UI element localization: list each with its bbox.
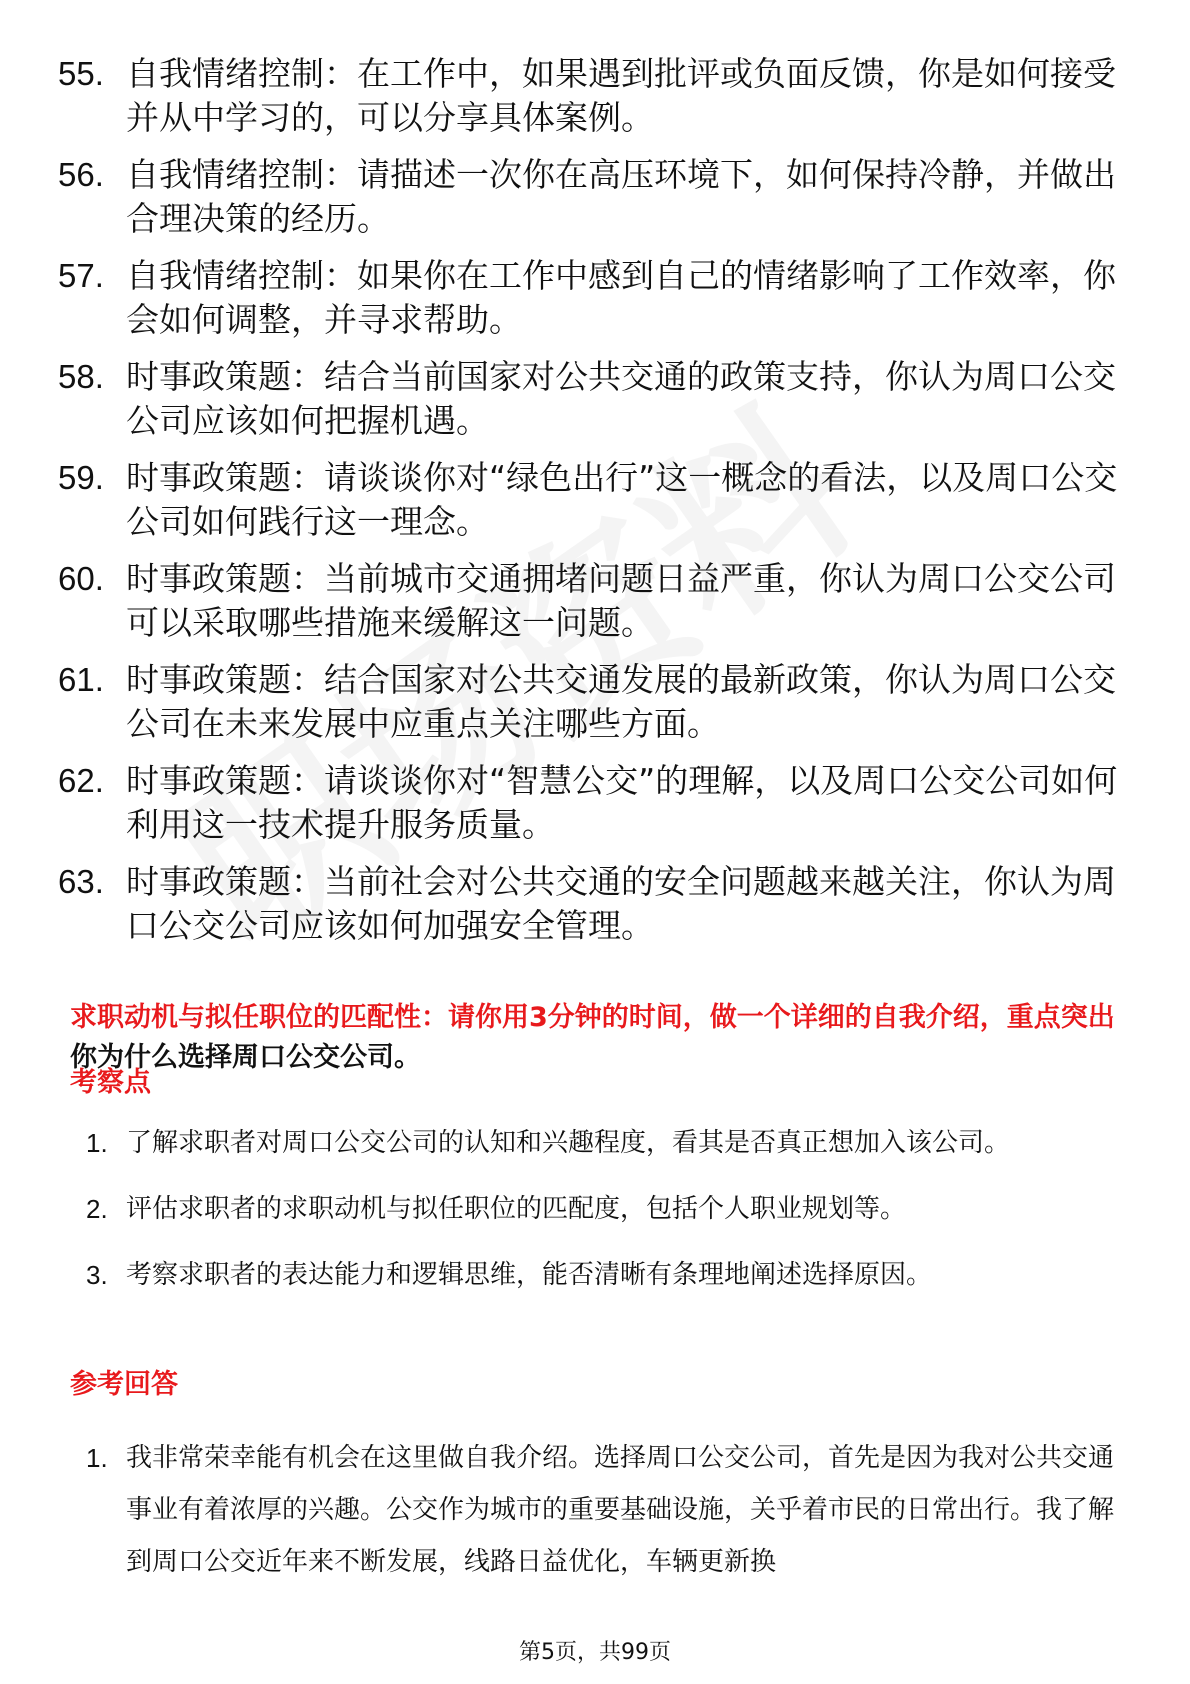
list-item-number: 2.	[86, 1194, 108, 1224]
question-number: 58.	[58, 358, 104, 395]
question-number: 57.	[58, 257, 104, 294]
answer-heading: 参考回答	[70, 1369, 178, 1400]
highlighted-question	[70, 998, 1120, 1078]
question-item	[58, 860, 1118, 948]
question-number: 60.	[58, 560, 104, 597]
question-item	[58, 658, 1118, 746]
question-number: 55.	[58, 55, 104, 92]
list-item-text: 考察求职者的表达能力和逻辑思维，能否清晰有条理地阐述选择原因。	[126, 1260, 933, 1290]
question-text: 时事政策题：请谈谈你对“智慧公交”的理解，以及周口公交公司如何利用这一技术提升服务质量。	[126, 761, 1118, 844]
question-text: 时事政策题：结合当前国家对公共交通的政策支持，你认为周口公交公司应该如何把握机遇。	[126, 357, 1116, 440]
list-item	[86, 1190, 1126, 1228]
list-item	[86, 1124, 1126, 1162]
list-item-text: 了解求职者对周口公交公司的认知和兴趣程度，看其是否真正想加入该公司。	[126, 1128, 1011, 1158]
question-item	[58, 557, 1118, 645]
list-item-text: 评估求职者的求职动机与拟任职位的匹配度，包括个人职业规划等。	[126, 1194, 907, 1224]
question-item	[58, 52, 1118, 140]
page-footer: 第5页，共99页	[519, 1640, 671, 1665]
question-text: 时事政策题：结合国家对公共交通发展的最新政策，你认为周口公交公司在未来发展中应重点关注哪些方面。	[126, 660, 1116, 743]
list-item-number: 1.	[86, 1443, 108, 1473]
list-item	[86, 1432, 1126, 1588]
question-item	[58, 456, 1118, 544]
question-text: 自我情绪控制：如果你在工作中感到自己的情绪影响了工作效率，你会如何调整，并寻求帮助。	[126, 256, 1116, 339]
question-number: 63.	[58, 863, 104, 900]
question-list	[58, 52, 1118, 961]
points-heading: 考察点	[70, 1067, 151, 1098]
list-item	[86, 1256, 1126, 1294]
question-number: 56.	[58, 156, 104, 193]
question-number: 59.	[58, 459, 104, 496]
question-item	[58, 355, 1118, 443]
list-item-number: 1.	[86, 1128, 108, 1158]
highlighted-question-dark: 你为什么选择周口公交公司。	[70, 1042, 421, 1073]
list-item-text: 我非常荣幸能有机会在这里做自我介绍。选择周口公交公司，首先是因为我对公共交通事业有着浓厚的兴趣。公交作为城市的重要基础设施，关乎着市民的日常出行。我了解到周口公交近年来不断发展，线路日益优化，车辆更新换	[126, 1443, 1115, 1577]
question-text: 时事政策题：当前社会对公共交通的安全问题越来越关注，你认为周口公交公司应该如何加强安全管理。	[126, 862, 1116, 945]
question-item	[58, 254, 1118, 342]
points-list	[86, 1124, 1126, 1322]
question-text: 时事政策题：当前城市交通拥堵问题日益严重，你认为周口公交公司可以采取哪些措施来缓解这一问题。	[126, 559, 1116, 642]
question-number: 61.	[58, 661, 104, 698]
question-item	[58, 759, 1118, 847]
question-number: 62.	[58, 762, 104, 799]
question-text: 自我情绪控制：请描述一次你在高压环境下，如何保持冷静，并做出合理决策的经历。	[126, 155, 1116, 238]
question-text: 自我情绪控制：在工作中，如果遇到批评或负面反馈，你是如何接受并从中学习的，可以分享具体案例。	[126, 54, 1116, 137]
list-item-number: 3.	[86, 1260, 108, 1290]
question-item	[58, 153, 1118, 241]
question-text: 时事政策题：请谈谈你对“绿色出行”这一概念的看法，以及周口公交公司如何践行这一理念。	[126, 458, 1118, 541]
highlighted-question-red: 求职动机与拟任职位的匹配性：请你用3分钟的时间，做一个详细的自我介绍，重点突出	[70, 1002, 1115, 1033]
answer-list	[86, 1432, 1126, 1588]
